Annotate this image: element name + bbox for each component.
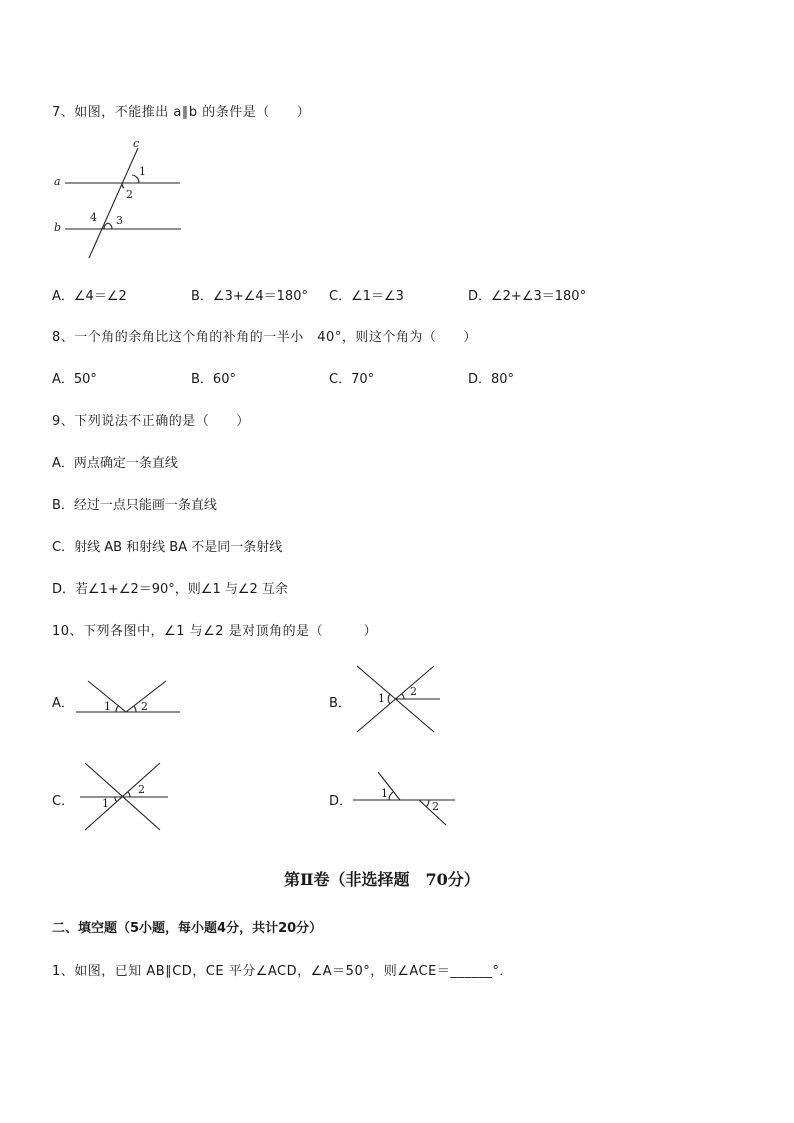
q10-figure-d [353,772,455,825]
question-8-stem: 8、一个角的余角比这个角的补角的一半小 40°，则这个角为（ ） [52,330,477,345]
label-angle-3: 3 [116,214,123,227]
question-9-stem: 9、下列说法不正确的是（ ） [52,414,250,429]
question-7-stem: 7、如图，不能推出 a∥b 的条件是（ ） [52,105,311,120]
question-10-stem: 10、下列各图中，∠1 与∠2 是对顶角的是（ ） [52,624,378,639]
fig-b-label-2: 2 [410,685,417,698]
q10-option-b[interactable]: B． [329,696,351,711]
fig-a-label-1: 1 [104,700,111,713]
q7-option-b[interactable]: B．∠3+∠4＝180° [191,289,308,304]
q7-option-a[interactable]: A．∠4＝∠2 [52,289,127,304]
fig-c-label-1: 1 [102,797,109,810]
fig-c-label-2: 2 [138,783,145,796]
section-2-subtitle: 二、填空题（5小题，每小题4分，共计20分） [52,921,323,936]
q9-option-b[interactable]: B．经过一点只能画一条直线 [52,498,217,513]
q7-option-c[interactable]: C．∠1＝∠3 [329,289,404,304]
q7-option-d[interactable]: D．∠2+∠3＝180° [468,289,587,304]
fig-a-label-2: 2 [141,700,148,713]
fig-b-label-1: 1 [378,692,385,705]
q10-figure-a [76,681,180,712]
q9-option-c[interactable]: C．射线 AB 和射线 BA 不是同一条射线 [52,540,283,555]
label-angle-2: 2 [126,188,133,201]
label-c: c [133,137,140,150]
fill-question-1-stem: 1、如图，已知 AB∥CD，CE 平分∠ACD，∠A＝50°，则∠ACE＝______°． [52,964,513,979]
q10-figure-c [80,763,168,830]
q10-option-d[interactable]: D． [329,794,353,809]
q10-figure-b [357,666,440,732]
q8-option-a[interactable]: A．50° [52,372,97,387]
section-2-title: 第Ⅱ卷（非选择题 70分） [284,870,480,889]
q8-option-c[interactable]: C．70° [329,372,375,387]
label-angle-1: 1 [139,165,146,178]
q8-option-b[interactable]: B．60° [191,372,236,387]
q10-option-c[interactable]: C． [52,794,75,809]
fig-d-label-2: 2 [432,800,439,813]
q8-option-d[interactable]: D．80° [468,372,515,387]
q9-option-d[interactable]: D．若∠1+∠2＝90°，则∠1 与∠2 互余 [52,582,288,597]
label-angle-4: 4 [90,211,97,224]
label-b: b [54,221,62,234]
label-a: a [54,175,61,188]
fig-d-label-1: 1 [381,787,388,800]
q10-option-a[interactable]: A． [52,696,74,711]
q9-option-a[interactable]: A．两点确定一条直线 [52,456,178,471]
